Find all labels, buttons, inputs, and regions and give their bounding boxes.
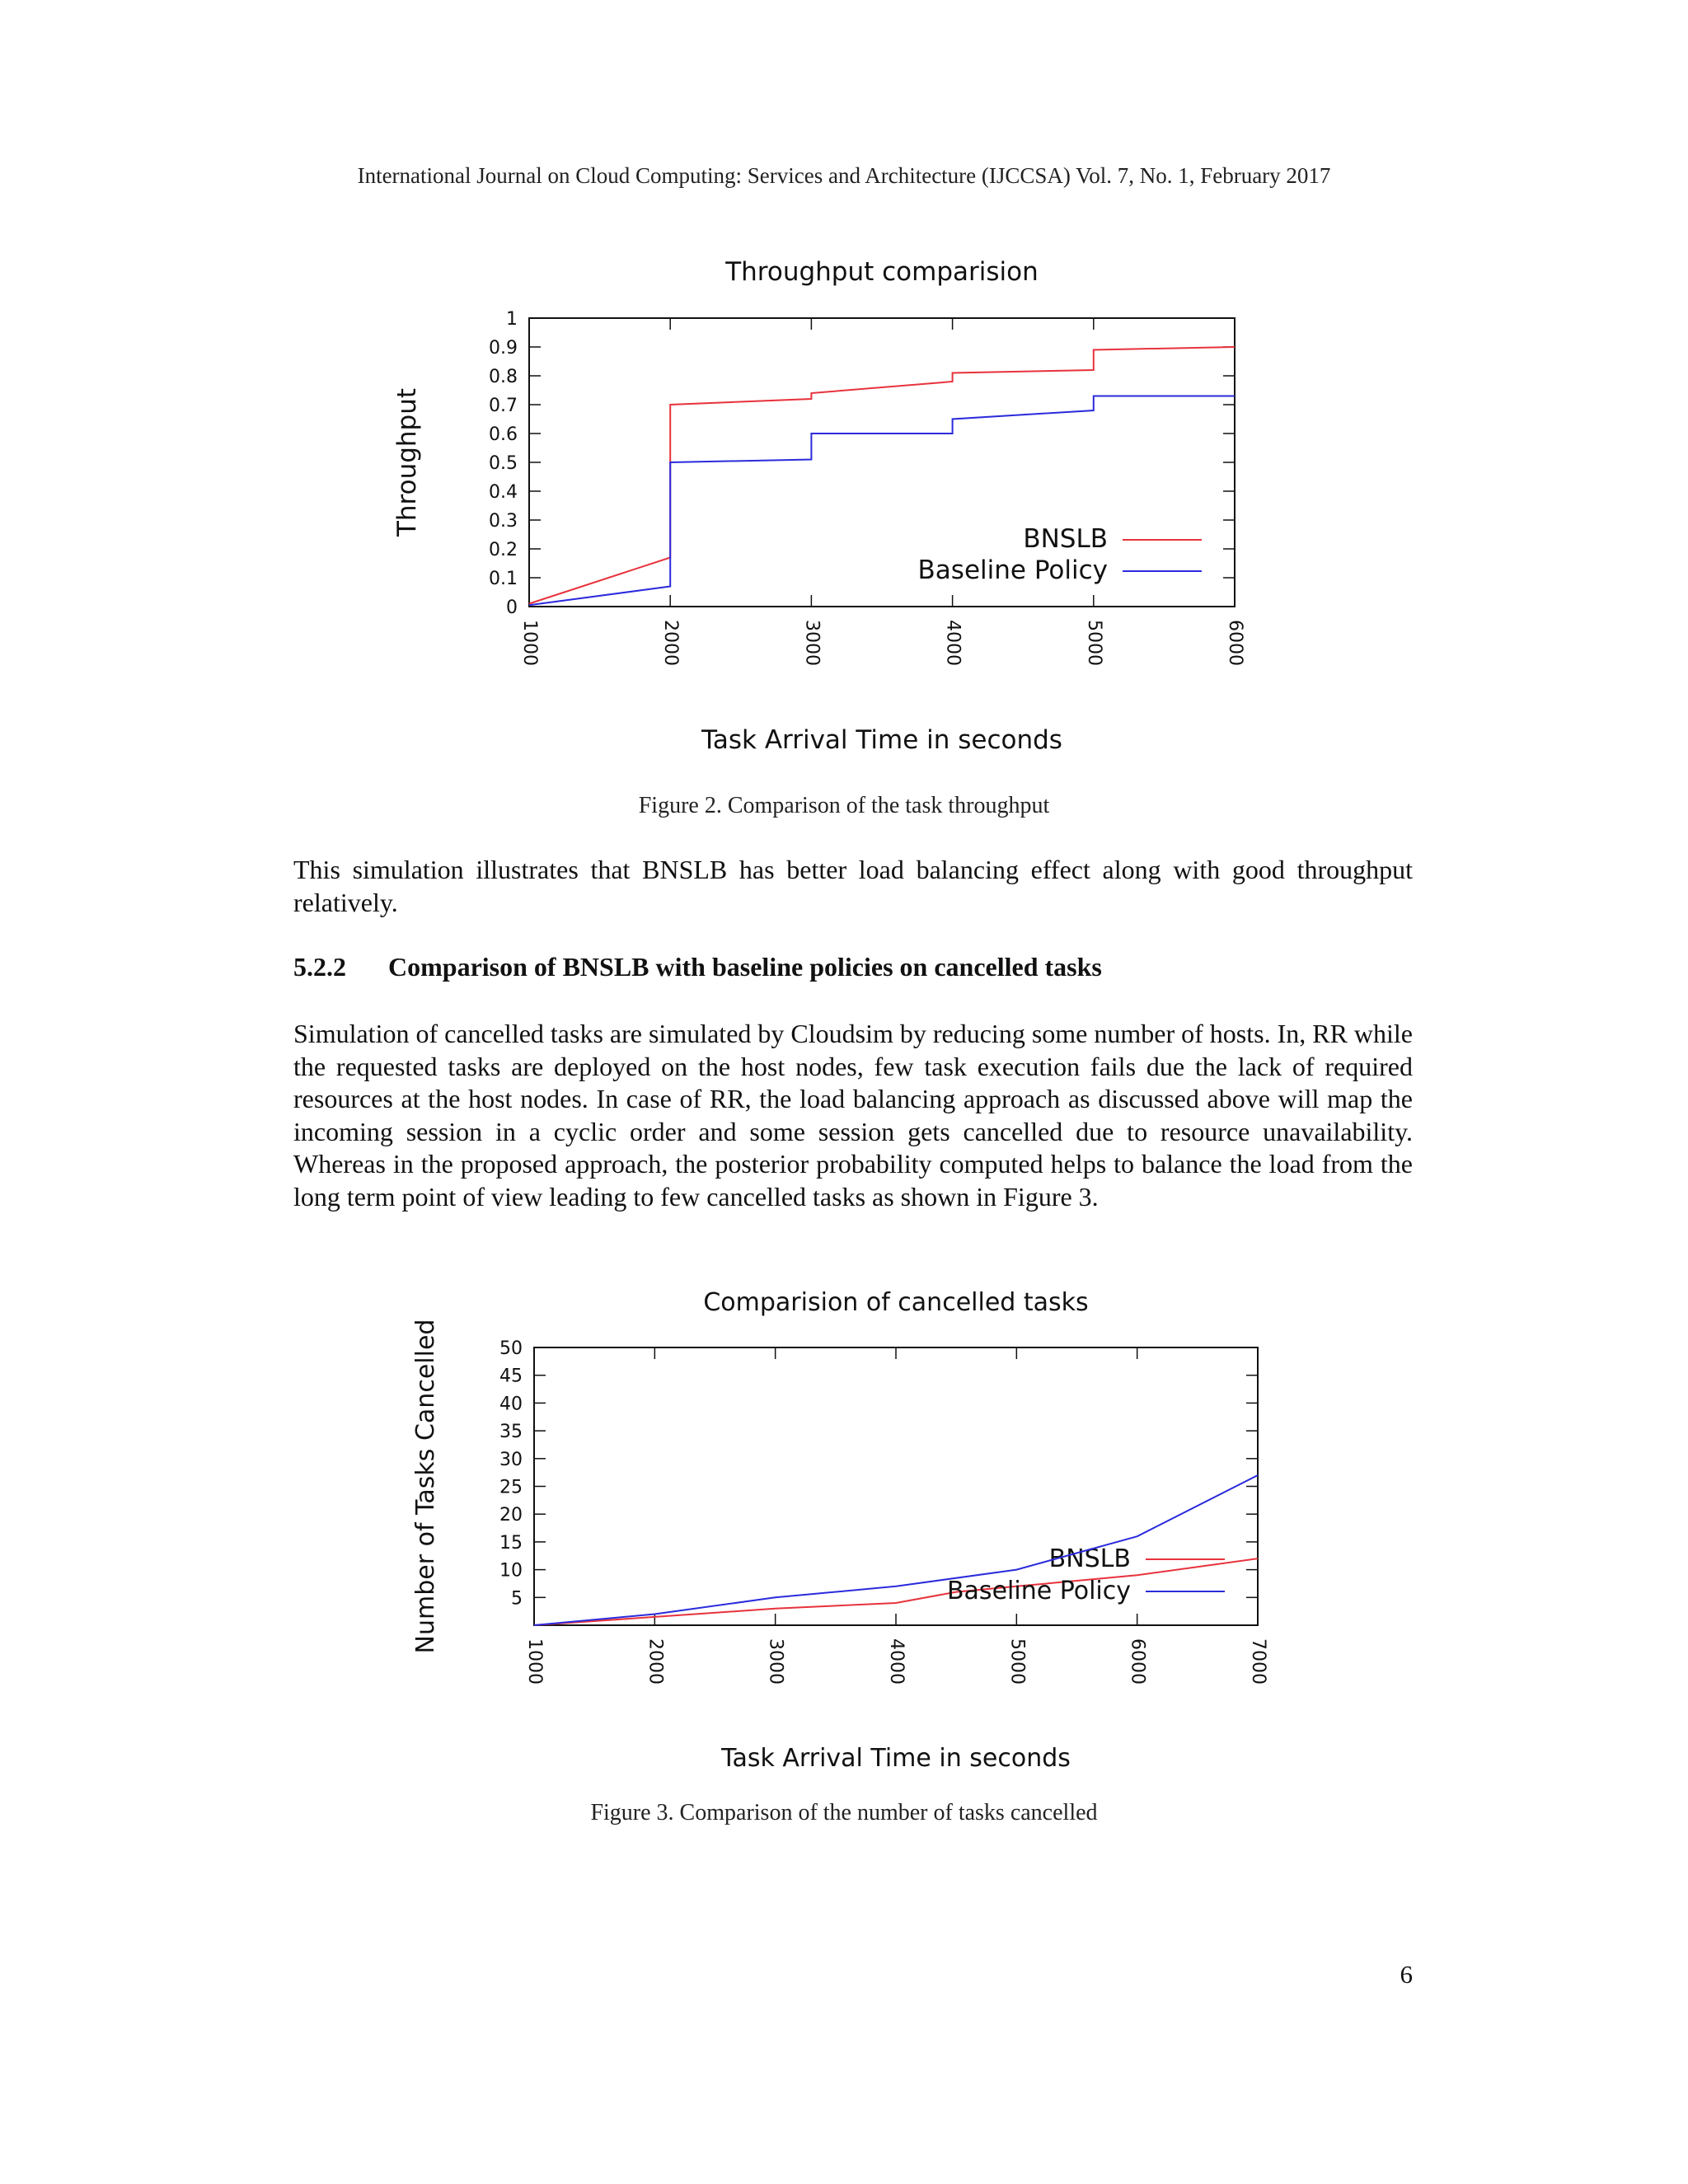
y-tick-label: 15: [499, 1532, 523, 1554]
page-number: 6: [1400, 1960, 1413, 1989]
y-tick-label: 0.4: [489, 482, 518, 503]
y-tick-label: 30: [499, 1449, 523, 1470]
x-tick-label: 3000: [765, 1638, 786, 1685]
y-tick-label: 0.8: [489, 367, 518, 387]
chart-title: Throughput comparision: [725, 257, 1039, 287]
series-line-bnslb: [529, 347, 1235, 604]
x-axis-label: Task Arrival Time in seconds: [701, 725, 1062, 755]
y-axis-label: Throughput: [392, 387, 422, 537]
section-heading: [293, 952, 1102, 982]
legend-label-bnslb: BNSLB: [1048, 1544, 1131, 1573]
legend-label-baseline: Baseline Policy: [946, 1577, 1131, 1605]
x-tick-label: 7000: [1248, 1638, 1268, 1685]
x-tick-label: 3000: [801, 620, 823, 666]
legend-label-bnslb: BNSLB: [1023, 524, 1108, 554]
x-tick-label: 6000: [1127, 1638, 1148, 1685]
y-tick-label: 10: [499, 1560, 523, 1582]
x-tick-label: 5000: [1006, 1638, 1028, 1685]
paragraph-1: This simulation illustrates that BNSLB has better load balancing effect along with good throughput relatively.: [293, 855, 1413, 917]
y-tick-label: 0.6: [489, 424, 518, 445]
figure2-caption: Figure 2. Comparison of the task throughput: [638, 793, 1050, 818]
x-tick-label: 5000: [1083, 620, 1104, 666]
y-tick-label: 0: [506, 598, 518, 618]
cancelled-tasks-chart-svg: [404, 1277, 1294, 1797]
x-axis-label: Task Arrival Time in seconds: [721, 1744, 1071, 1773]
y-tick-label: 0.9: [489, 338, 518, 359]
series-line-baseline: [529, 396, 1235, 606]
figure3-chart: [404, 1277, 1294, 1801]
y-tick-label: 20: [499, 1505, 523, 1526]
section-title: Comparison of BNSLB with baseline policies on cancelled tasks: [388, 952, 1102, 982]
y-tick-label: 45: [499, 1366, 523, 1387]
journal-header: International Journal on Cloud Computing: Services and Architecture (IJCCSA) Vol. 7, No. 1, February 2017: [357, 163, 1331, 188]
y-tick-label: 0.7: [489, 396, 518, 416]
y-tick-label: 25: [499, 1477, 523, 1498]
y-tick-label: 0.2: [489, 540, 518, 560]
y-tick-label: 0.5: [489, 453, 518, 474]
x-tick-label: 2000: [660, 620, 682, 666]
y-tick-label: 40: [499, 1394, 523, 1415]
y-tick-label: 5: [511, 1588, 523, 1610]
x-tick-label: 4000: [886, 1638, 907, 1685]
y-tick-label: 50: [499, 1338, 523, 1359]
plot-frame: [534, 1347, 1258, 1625]
figure2-chart: [387, 247, 1278, 771]
plot-frame: [529, 318, 1235, 607]
x-tick-label: 4000: [942, 620, 964, 666]
figure3-caption: Figure 3. Comparison of the number of tasks cancelled: [590, 1800, 1098, 1825]
y-tick-label: 0.1: [489, 569, 518, 589]
y-tick-label: 1: [506, 309, 518, 330]
legend-label-baseline: Baseline Policy: [917, 555, 1108, 585]
y-tick-label: 0.3: [489, 511, 518, 532]
x-tick-label: 1000: [524, 1638, 545, 1685]
y-tick-label: 35: [499, 1422, 523, 1443]
y-axis-label: Number of Tasks Cancelled: [411, 1319, 440, 1654]
x-tick-label: 2000: [645, 1638, 666, 1685]
x-tick-label: 6000: [1225, 620, 1245, 666]
paragraph-2: Simulation of cancelled tasks are simulated by Cloudsim by reducing some number of hosts. In, RR while the requested tasks are deployed on the host nodes, few task execution fails due the lack of required resources at the host nodes. In case of RR, the load balancing approach as discussed above will map the incoming session in a cyclic order and some session gets cancelled due to resource unavailability. Whereas in the proposed approach, the posterior probability computed helps to balance the load from the long term point of view leading to few cancelled tasks as shown in Figure 3.: [293, 1019, 1413, 1212]
section-number: 5.2.2: [293, 952, 346, 982]
chart-title: Comparision of cancelled tasks: [703, 1288, 1089, 1317]
x-tick-label: 1000: [519, 620, 540, 666]
throughput-chart-svg: [387, 247, 1278, 766]
